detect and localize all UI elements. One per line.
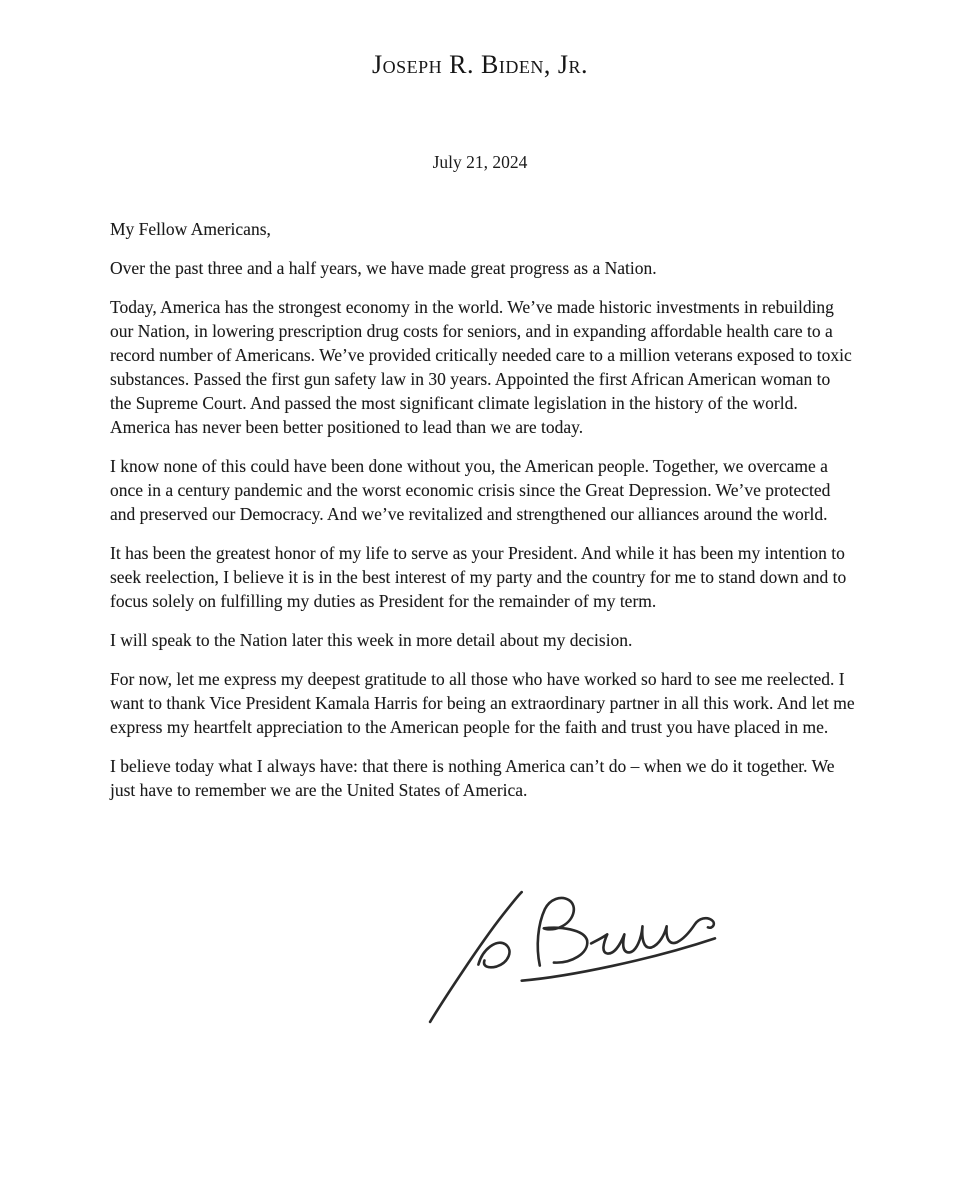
signature: [418, 882, 720, 1030]
letter-paragraph: It has been the greatest honor of my life to serve as your President. And while it has been my intention to seek reelection, I believe it is in the best interest of my party and the country for me to stand down and to focus solely on fulfilling my duties as President for the remainder of my term.: [110, 543, 847, 611]
signature-handwriting-icon: [418, 882, 720, 1030]
letter-body: [110, 217, 855, 802]
date-line: July 21, 2024: [432, 152, 528, 172]
letter-paragraph: I know none of this could have been done without you, the American people. Together, we overcame a once in a century pandemic and the worst economic crisis since the Great Depression. We’ve protected and preserved our Democracy. And we’ve revitalized and strengthened our alliances around the world.: [110, 456, 831, 524]
letterhead-name: Joseph R. Biden, Jr.: [372, 50, 588, 79]
letter-paragraph: For now, let me express my deepest gratitude to all those who have worked so hard to see me reelected. I want to thank Vice President Kamala Harris for being an extraordinary partner in all this work. And let me express my heartfelt appreciation to the American people for the faith and trust you have placed in me.: [110, 669, 855, 737]
letter-paragraph: I will speak to the Nation later this week in more detail about my decision.: [110, 630, 633, 650]
letter-paragraph: Today, America has the strongest economy in the world. We’ve made historic investments in rebuilding our Nation, in lowering prescription drug costs for seniors, and in expanding affordable health care to a record number of Americans. We’ve provided critically needed care to a million veterans exposed to toxic substances. Passed the first gun safety law in 30 years. Appointed the first African American woman to the Supreme Court. And passed the most significant climate legislation in the history of the world. America has never been better positioned to lead than we are today.: [110, 297, 852, 437]
letter-paragraph: I believe today what I always have: that there is nothing America can’t do – when we do it together. We just have to remember we are the United States of America.: [110, 756, 835, 800]
salutation: My Fellow Americans,: [110, 219, 271, 239]
letter-paragraph: Over the past three and a half years, we have made great progress as a Nation.: [110, 258, 657, 278]
